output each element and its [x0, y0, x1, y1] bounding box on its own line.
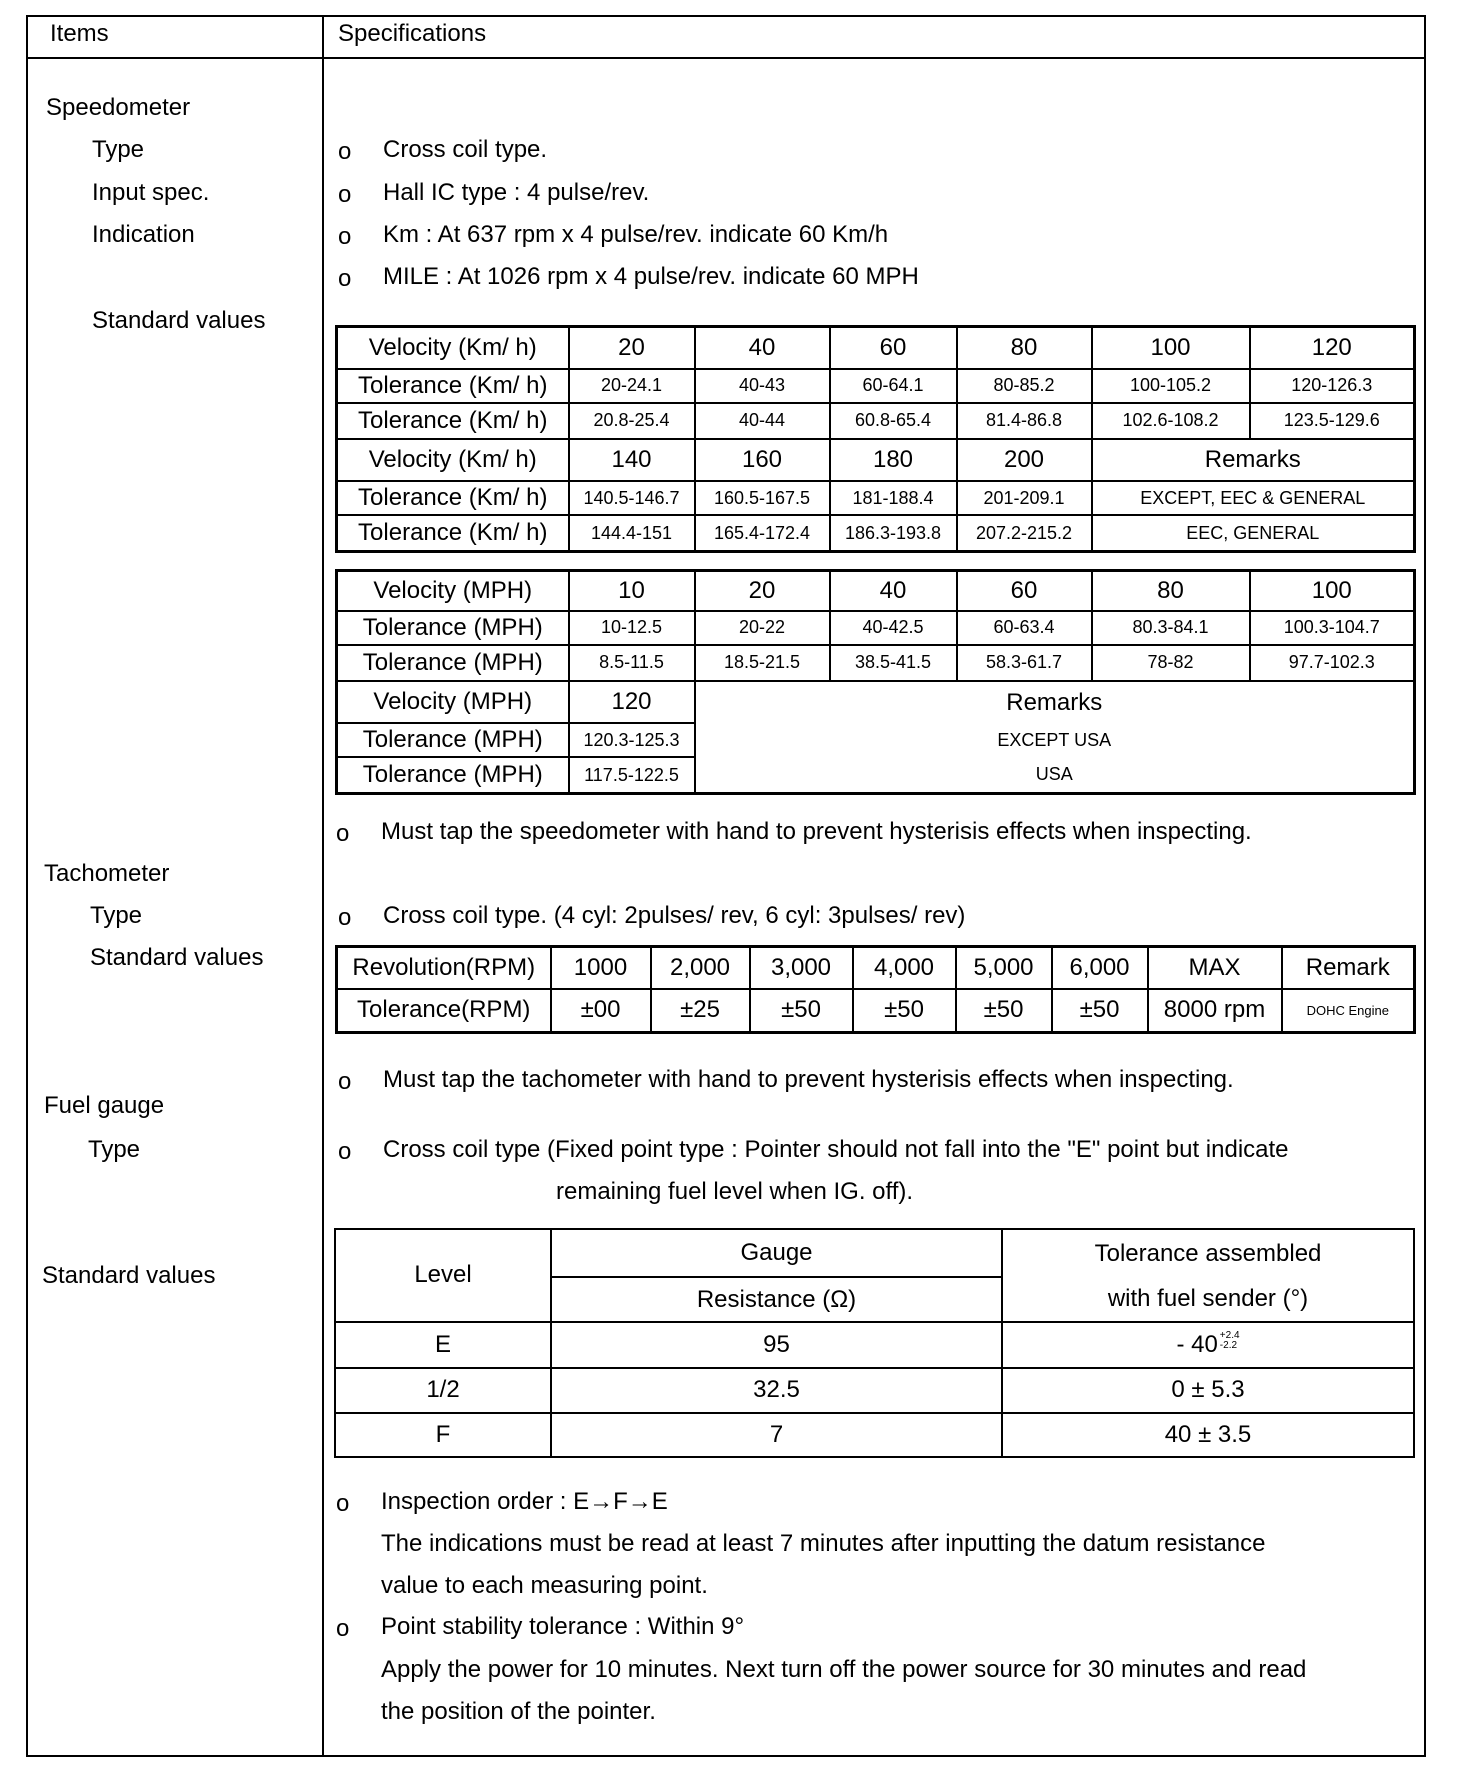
tolerance-cell: ±25	[651, 989, 750, 1033]
speedometer-indication-mile: MILE : At 1026 rpm x 4 pulse/rev. indicate 60 MPH	[383, 263, 919, 290]
table-row	[337, 723, 1415, 757]
table-row	[337, 481, 1415, 515]
tolerance-cell: 20-22	[695, 611, 830, 645]
tolerance-minus: -2.2	[1219, 1340, 1238, 1351]
tachometer-type-label: Type	[90, 902, 143, 929]
tolerance-cell: ±50	[750, 989, 853, 1033]
tolerance-cell: 160.5-167.5	[695, 481, 830, 515]
velocity-cell: 60	[830, 327, 957, 369]
fuel-inspection-note: The indications must be read at least 7 minutes after inputting the datum resistance	[381, 1530, 1266, 1557]
remarks-header: Remarks	[695, 681, 1415, 723]
tolerance-header: Tolerance assembled	[1002, 1229, 1414, 1277]
speedometer-indication-label: Indication	[92, 221, 195, 248]
tolerance-cell: 10-12.5	[569, 611, 695, 645]
fuel-inspection-note-cont: value to each measuring point.	[381, 1572, 708, 1599]
tolerance-cell: 207.2-215.2	[957, 515, 1092, 551]
remark-cell: EXCEPT, EEC & GENERAL	[1092, 481, 1415, 515]
speedometer-type-spec: Cross coil type.	[383, 136, 548, 163]
fuel-stability-note-cont: the position of the pointer.	[381, 1698, 656, 1725]
remark-cell: USA	[695, 757, 1415, 793]
tolerance-cell: 40-42.5	[830, 611, 957, 645]
tolerance-cell: 40-43	[695, 369, 830, 403]
tolerance-header-cont: with fuel sender (°)	[1002, 1277, 1414, 1321]
velocity-cell: 100	[1092, 327, 1250, 369]
table-row	[337, 989, 1415, 1033]
header-specifications: Specifications	[338, 20, 487, 47]
velocity-cell: 80	[1092, 571, 1250, 611]
level-cell: 1/2	[335, 1368, 551, 1412]
tolerance-cell: 80-85.2	[957, 369, 1092, 403]
table-row	[337, 403, 1415, 439]
tolerance-cell: 100.3-104.7	[1250, 611, 1415, 645]
tolerance-cell: 80.3-84.1	[1092, 611, 1250, 645]
remark-cell: EXCEPT USA	[695, 723, 1415, 757]
speedometer-type-label: Type	[92, 136, 145, 163]
level-header: Level	[335, 1229, 551, 1322]
table-row	[337, 681, 1415, 723]
tolerance-label: Tolerance (Km/ h)	[337, 369, 569, 403]
tolerance-cell: 181-188.4	[830, 481, 957, 515]
tachometer-type-spec: Cross coil type. (4 cyl: 2pulses/ rev, 6 cyl: 3pulses/ rev)	[383, 902, 966, 929]
velocity-cell: 40	[695, 327, 830, 369]
remark-cell: DOHC Engine	[1282, 989, 1415, 1033]
fuel-gauge-table	[334, 1228, 1415, 1458]
table-row	[337, 757, 1415, 793]
bullet: o	[336, 820, 350, 847]
table-row	[337, 947, 1415, 989]
level-cell: E	[335, 1322, 551, 1368]
fuel-gauge-type-spec: Cross coil type (Fixed point type : Pointer should not fall into the "E" point but indicate	[383, 1136, 1289, 1163]
table-row	[337, 327, 1415, 369]
resistance-cell: 7	[551, 1413, 1002, 1457]
velocity-cell: 160	[695, 439, 830, 481]
table-row	[337, 645, 1415, 681]
table-row	[337, 439, 1415, 481]
revolution-cell: 2,000	[651, 947, 750, 989]
tolerance-cell: 97.7-102.3	[1250, 645, 1415, 681]
fuel-inspection-order: Inspection order : E→F→E	[381, 1488, 668, 1515]
table-row	[337, 369, 1415, 403]
column-divider	[322, 15, 324, 1757]
velocity-cell: 80	[957, 327, 1092, 369]
table-row	[337, 515, 1415, 551]
fuel-gauge-type-label: Type	[88, 1136, 141, 1163]
speedometer-mph-table	[335, 569, 1416, 795]
velocity-label: Velocity (Km/ h)	[337, 327, 569, 369]
bullet: o	[338, 904, 352, 931]
tolerance-cell: 100-105.2	[1092, 369, 1250, 403]
bullet: o	[338, 138, 352, 165]
speedometer-note: Must tap the speedometer with hand to prevent hysterisis effects when inspecting.	[381, 818, 1252, 845]
tolerance-cell: 117.5-122.5	[569, 757, 695, 793]
table-row	[335, 1229, 1414, 1277]
bullet: o	[336, 1490, 350, 1517]
bullet: o	[338, 1138, 352, 1165]
speedometer-standard-label: Standard values	[92, 307, 266, 334]
speedometer-kmh-table	[335, 325, 1416, 553]
tolerance-cell: 58.3-61.7	[957, 645, 1092, 681]
tolerance-limits	[1220, 1331, 1240, 1351]
resistance-header: Resistance (Ω)	[551, 1277, 1002, 1321]
tolerance-cell: ±50	[1052, 989, 1148, 1033]
tolerance-label: Tolerance (Km/ h)	[337, 515, 569, 551]
tolerance-label: Tolerance (MPH)	[337, 757, 569, 793]
tolerance-cell: 81.4-86.8	[957, 403, 1092, 439]
velocity-cell: 200	[957, 439, 1092, 481]
tolerance-label: Tolerance (MPH)	[337, 645, 569, 681]
tolerance-cell: 20-24.1	[569, 369, 695, 403]
tolerance-cell: 78-82	[1092, 645, 1250, 681]
tolerance-cell: 0 ± 5.3	[1002, 1368, 1414, 1412]
table-row	[335, 1413, 1414, 1457]
tolerance-cell: 20.8-25.4	[569, 403, 695, 439]
tolerance-cell: 60-63.4	[957, 611, 1092, 645]
revolution-cell: 5,000	[956, 947, 1052, 989]
tolerance-label: Tolerance (MPH)	[337, 611, 569, 645]
header-items: Items	[50, 20, 109, 47]
velocity-cell: 10	[569, 571, 695, 611]
revolution-label: Revolution(RPM)	[337, 947, 551, 989]
speedometer-input-spec: Hall IC type : 4 pulse/rev.	[383, 179, 650, 206]
gauge-header: Gauge	[551, 1229, 1002, 1277]
tolerance-label: Tolerance (Km/ h)	[337, 481, 569, 515]
velocity-cell: 40	[830, 571, 957, 611]
speedometer-title: Speedometer	[46, 94, 191, 121]
tolerance-cell: 18.5-21.5	[695, 645, 830, 681]
velocity-cell: 120	[569, 681, 695, 723]
tolerance-plus: +2.4	[1219, 1330, 1240, 1341]
header-divider	[26, 57, 1426, 59]
fuel-stability-note: Apply the power for 10 minutes. Next turn off the power source for 30 minutes and read	[381, 1656, 1307, 1683]
velocity-label: Velocity (Km/ h)	[337, 439, 569, 481]
revolution-cell: 4,000	[853, 947, 956, 989]
tolerance-cell: 144.4-151	[569, 515, 695, 551]
velocity-cell: 140	[569, 439, 695, 481]
tolerance-cell: 8.5-11.5	[569, 645, 695, 681]
velocity-cell: 100	[1250, 571, 1415, 611]
velocity-label: Velocity (MPH)	[337, 681, 569, 723]
tolerance-cell: 201-209.1	[957, 481, 1092, 515]
resistance-cell: 32.5	[551, 1368, 1002, 1412]
table-row	[335, 1322, 1414, 1368]
tolerance-label: Tolerance (Km/ h)	[337, 403, 569, 439]
fuel-gauge-standard-label: Standard values	[42, 1262, 216, 1289]
remark-header: Remark	[1282, 947, 1415, 989]
tolerance-cell: 123.5-129.6	[1250, 403, 1415, 439]
bullet: o	[336, 1615, 350, 1642]
tachometer-title: Tachometer	[44, 860, 170, 887]
max-header: MAX	[1148, 947, 1282, 989]
tolerance-label: Tolerance(RPM)	[337, 989, 551, 1033]
bullet: o	[338, 265, 352, 292]
bullet: o	[338, 223, 352, 250]
tolerance-cell: ±00	[551, 989, 651, 1033]
tachometer-standard-label: Standard values	[90, 944, 264, 971]
tolerance-cell: 186.3-193.8	[830, 515, 957, 551]
tolerance-cell: 60.8-65.4	[830, 403, 957, 439]
remarks-header: Remarks	[1092, 439, 1415, 481]
velocity-cell: 20	[695, 571, 830, 611]
level-cell: F	[335, 1413, 551, 1457]
fuel-gauge-title: Fuel gauge	[44, 1092, 165, 1119]
table-row	[337, 571, 1415, 611]
tolerance-cell: 40 ± 3.5	[1002, 1413, 1414, 1457]
tolerance-cell: 60-64.1	[830, 369, 957, 403]
speedometer-indication-km: Km : At 637 rpm x 4 pulse/rev. indicate 60 Km/h	[383, 221, 889, 248]
remark-cell: EEC, GENERAL	[1092, 515, 1415, 551]
velocity-cell: 20	[569, 327, 695, 369]
tolerance-cell: ±50	[853, 989, 956, 1033]
bullet: o	[338, 1068, 352, 1095]
tolerance-cell: 120.3-125.3	[569, 723, 695, 757]
max-cell: 8000 rpm	[1148, 989, 1282, 1033]
tolerance-cell	[1002, 1322, 1414, 1368]
velocity-cell: 180	[830, 439, 957, 481]
velocity-label: Velocity (MPH)	[337, 571, 569, 611]
tolerance-cell: ±50	[956, 989, 1052, 1033]
speedometer-input-label: Input spec.	[92, 179, 210, 206]
revolution-cell: 3,000	[750, 947, 853, 989]
tolerance-cell: 102.6-108.2	[1092, 403, 1250, 439]
fuel-gauge-type-spec-cont: remaining fuel level when IG. off).	[556, 1178, 914, 1205]
table-row	[337, 611, 1415, 645]
tolerance-cell: 38.5-41.5	[830, 645, 957, 681]
tachometer-table	[335, 945, 1416, 1034]
tolerance-value: - 40	[1176, 1331, 1218, 1358]
table-row	[335, 1368, 1414, 1412]
tolerance-cell: 40-44	[695, 403, 830, 439]
velocity-cell: 120	[1250, 327, 1415, 369]
resistance-cell: 95	[551, 1322, 1002, 1368]
tolerance-cell: 120-126.3	[1250, 369, 1415, 403]
revolution-cell: 6,000	[1052, 947, 1148, 989]
fuel-stability: Point stability tolerance : Within 9°	[381, 1613, 745, 1640]
tolerance-cell: 140.5-146.7	[569, 481, 695, 515]
velocity-cell: 60	[957, 571, 1092, 611]
tolerance-label: Tolerance (MPH)	[337, 723, 569, 757]
revolution-cell: 1000	[551, 947, 651, 989]
tolerance-cell: 165.4-172.4	[695, 515, 830, 551]
tachometer-note: Must tap the tachometer with hand to prevent hysterisis effects when inspecting.	[383, 1066, 1234, 1093]
bullet: o	[338, 181, 352, 208]
